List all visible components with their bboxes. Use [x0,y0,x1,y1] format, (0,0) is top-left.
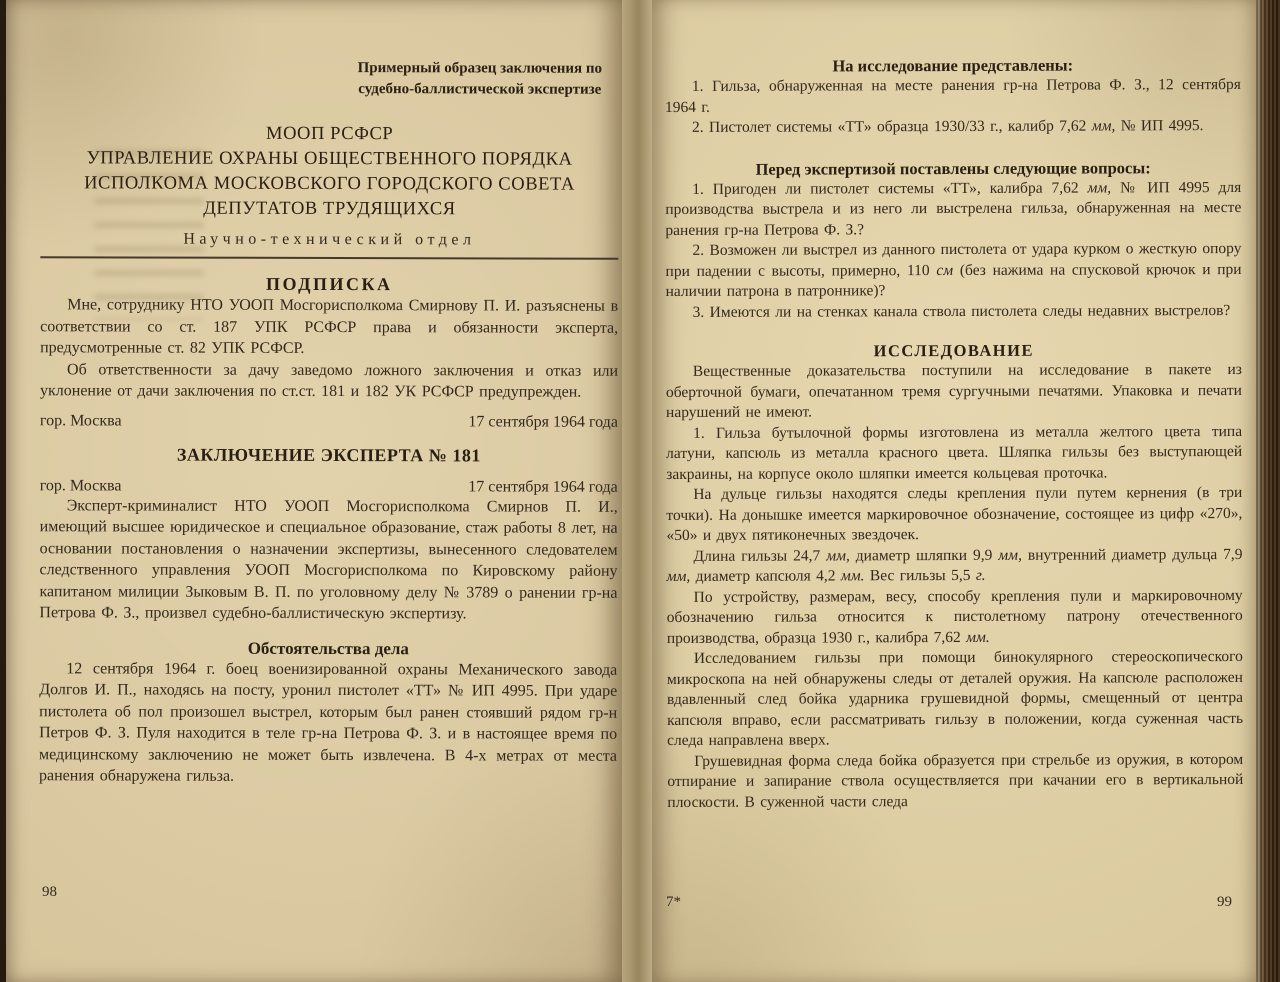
department-line: Научно-технический отдел [183,230,476,249]
date-label: 17 сентября 1964 года [468,477,618,496]
subscription-heading: ПОДПИСКА [265,273,393,295]
research-paragraph: 1. Гильза бутылочной формы изготовлена из металла желтого цвета типа латуни, капсюль из металла красного цвета. Шляпка гильзы без выступающей закраины, на корпусе около шляпки имеется кольцевая проточка. [666,422,1243,483]
signature-mark: 7* [666,894,681,910]
place-label: гор. Москва [39,411,122,429]
question-paragraph: 2. Возможен ли выстрел из данного пистолета от удара курком о жесткую опору при падении с высоты, примерно, 110 см (без нажима на спусковой крючок и при наличии патрона в патроннике)? [665,239,1242,301]
place-label: гор. Москва [39,476,122,494]
conclusion-heading: ЗАКЛЮЧЕНИЕ ЭКСПЕРТА № 181 [176,444,481,465]
date-label: 17 сентября 1964 года [468,412,618,431]
research-paragraph: По устройству, размерам, весу, способу крепления пули и маркировочному обозначению гильза относится к пистолетному патрону отечественного производства, образца 1930 г., калибра 7,62 мм. [666,586,1243,647]
right-page-content [665,0,1244,813]
header-divider [40,256,618,260]
left-page [6,0,622,982]
org-line: УПРАВЛЕНИЕ ОХРАНЫ ОБЩЕСТВЕННОГО ПОРЯДКА [86,148,573,170]
subscription-paragraph: Об ответственности за дачу заведомо ложного заключения и отказ или уклонение от дачи заключения по ст.ст. 181 и 182 УК РСФСР предупрежден. [39,360,619,401]
sample-note-line: Примерный образец заключения по [357,60,603,77]
organization-header [40,121,618,223]
place-date-row [40,477,618,497]
presented-item: 1. Гильза, обнаруженная на месте ранения гр-на Петрова Ф. З., 12 сентября 1964 г. [664,75,1241,116]
right-page [652,0,1256,982]
sample-note [341,58,619,101]
research-paragraph: Вещественные доказательства поступили на исследование в пакете из оберточной бумаги, опечатанном тремя сургучными печатями. Упаковка и печати нарушений не имеют. [665,360,1242,422]
research-paragraph: Исследованием гильзы при помощи бинокулярного стереоскопического микроскопа на ней обнаружены следы от деталей оружия. На капсюле расположен вдавленный след бойка ударника грушевидной формы, смещенный от центра капсюля вправо, если рассматривать гильзу в положении, когда суженная часть следа направлена вверх. [666,647,1244,750]
expert-paragraph: Эксперт-криминалист НТО УООП Мосгорисполкома Смирнов П. И., имеющий высшее юридическое и специальное образование, стаж работы 8 лет, на основании постановления о назначении экспертизы, вынесенного следователем следственного управления УООП Мосгорисполкома по Кировскому району капитаном милиции Зыковым В. П. по уголовному делу № 3789 о ранении гр-на Петрова Ф. З., произвел судебно-баллистическую экспертизу. [39,496,618,623]
circumstances-paragraph: 12 сентября 1964 г. боец военизированной охраны Механического завода Долгов И. П., находясь на посту, уронил пистолет «ТТ» № ИП 4995. При ударе пистолета об пол произошел выстрел, которым был ранен стоявший рядом гр-н Петров Ф. З. Пуля находится в теле гр-на Петрова Ф. З. и в настоящее время по медицинскому заключению не может быть извлечена. В 4-х метрах от места ранения обнаружена гильза. [38,659,618,785]
sample-note-line: судебно-баллистической экспертизе [358,81,602,98]
circumstances-heading: Обстоятельства дела [247,638,409,658]
questions-heading: Перед экспертизой поставлены следующие вопросы: [755,157,1151,179]
research-paragraph: Грушевидная форма следа бойка образуется при стрельбе из оружия, в котором отпирание и запирание ствола осуществляется при качании его в вертикальной плоскости. В суженной части следа [667,750,1244,811]
org-line: ДЕПУТАТОВ ТРУДЯЩИХСЯ [203,198,456,220]
right-page-footer [666,894,1232,911]
page-edge-strip [1256,0,1280,982]
research-heading: ИССЛЕДОВАНИЕ [873,340,1034,361]
left-page-content [39,0,619,788]
question-paragraph: 1. Пригоден ли пистолет системы «ТТ», калибра 7,62 мм, № ИП 4995 для производства выстрела и из него ли выстрелена гильза, обнаруженная на месте ранения гр-на Петрова Ф. З.? [665,178,1242,239]
presented-item: 2. Пистолет системы «ТТ» образца 1930/33 г., калибр 7,62 мм, № ИП 4995. [691,117,1204,136]
book-gutter [622,0,652,982]
org-line: ИСПОЛКОМА МОСКОВСКОГО ГОРОДСКОГО СОВЕТА [84,173,576,195]
research-paragraph: На дульце гильзы находятся следы крепления пули путем кернения (в три точки). На донышке имеется маркировочное обозначение, состоящее из цифр «270», «50» и двух пятиконечных звездочек. [666,483,1243,545]
subscription-paragraph: Мне, сотруднику НТО УООП Мосгорисполкома Смирнову П. И. разъяснены в соответствии со ст. 187 УПК РСФСР права и обязанности эксперта, предусмотренные ст. 82 УПК РСФСР. [40,296,619,357]
place-date-row [40,412,618,432]
research-paragraph: Длина гильзы 24,7 мм, диаметр шляпки 9,9 мм, внутренний диаметр дульца 7,9 мм, диаметр капсюля 4,2 мм. Вес гильзы 5,5 г. [666,545,1243,586]
presented-heading: На исследование представлены: [832,55,1074,76]
page-number-left: 98 [42,884,57,900]
page-number-right: 99 [1217,894,1232,910]
org-line: МООП РСФСР [266,123,394,145]
question-paragraph: 3. Имеются ли на стенках канала ствола пистолета следы недавних выстрелов? [692,301,1231,321]
